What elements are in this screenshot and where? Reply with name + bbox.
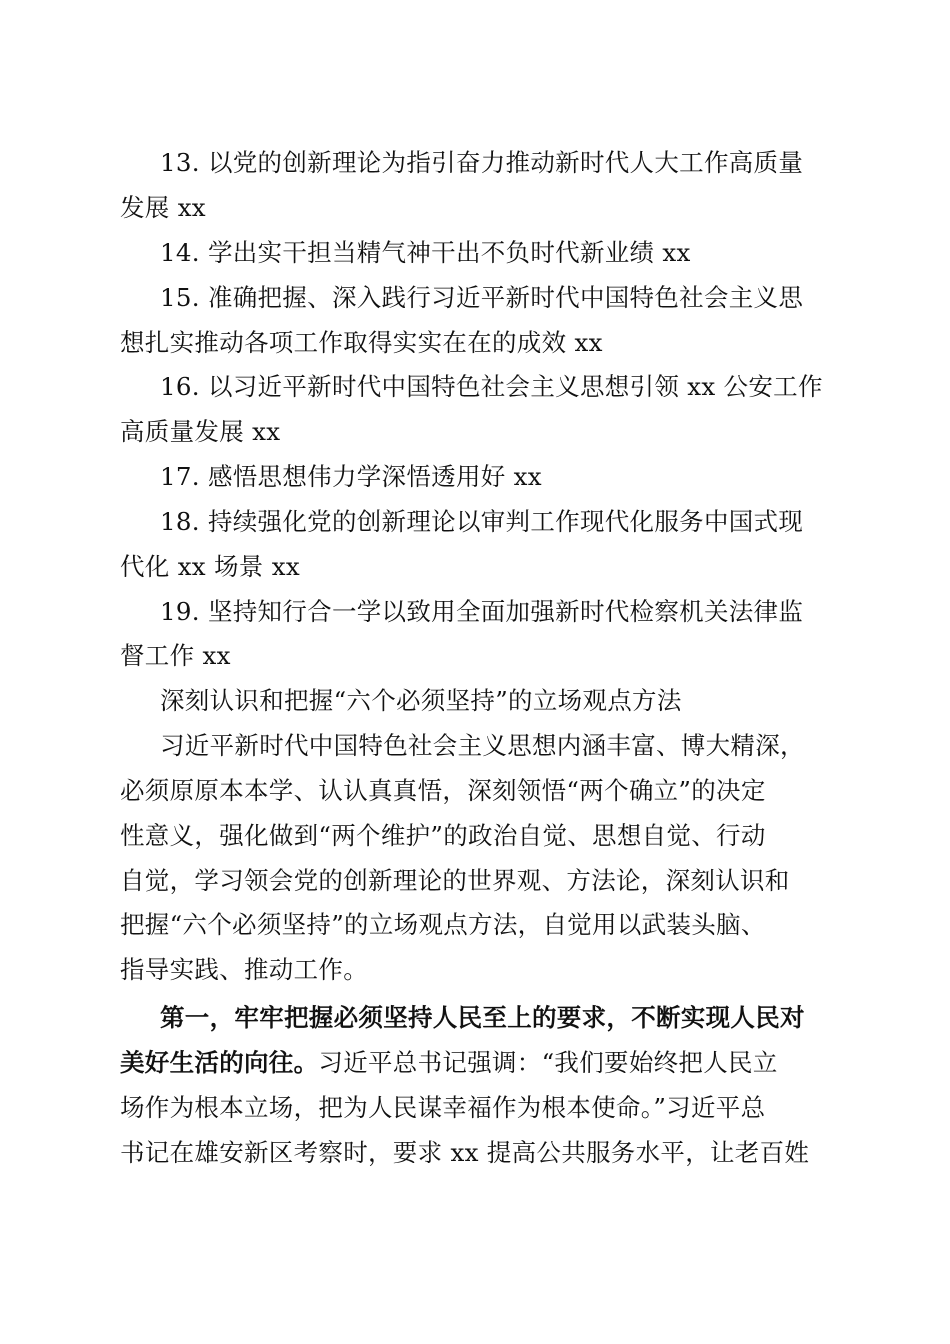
toc-item-15-line1: 15. 准确把握、深入践行习近平新时代中国特色社会主义思	[160, 283, 804, 312]
toc-item-19-line1: 19. 坚持知行合一学以致用全面加强新时代检察机关法律监	[160, 597, 804, 626]
paragraph1-line3: 性意义，强化做到“两个维护”的政治自觉、思想自觉、行动	[120, 821, 766, 850]
toc-item-18-line2: 代化 xx 场景 xx	[120, 552, 300, 581]
toc-item-13-line2: 发展 xx	[120, 193, 206, 222]
paragraph2-heading-line1: 第一，牢牢把握必须坚持人民至上的要求，不断实现人民对	[160, 1003, 805, 1032]
toc-item-15-line2: 想扎实推动各项工作取得实实在在的成效 xx	[120, 328, 603, 357]
toc-item-17-line1: 17. 感悟思想伟力学深悟透用好 xx	[160, 462, 542, 491]
paragraph1-line1: 习近平新时代中国特色社会主义思想内涵丰富、博大精深，	[160, 731, 805, 760]
paragraph1-line5: 把握“六个必须坚持”的立场观点方法，自觉用以武装头脑、	[120, 910, 766, 939]
toc-item-13-line1: 13. 以党的创新理论为指引奋力推动新时代人大工作高质量	[160, 148, 804, 177]
toc-item-16-line2: 高质量发展 xx	[120, 417, 281, 446]
article-title: 深刻认识和把握“六个必须坚持”的立场观点方法	[160, 686, 682, 715]
toc-item-18-line1: 18. 持续强化党的创新理论以审判工作现代化服务中国式现	[160, 507, 804, 536]
paragraph2-line4: 书记在雄安新区考察时，要求 xx 提高公共服务水平，让老百姓	[120, 1138, 810, 1167]
paragraph1-line6: 指导实践、推动工作。	[120, 955, 368, 984]
toc-item-19-line2: 督工作 xx	[120, 641, 231, 670]
paragraph2-heading-line2: 美好生活的向往。	[120, 1048, 319, 1077]
paragraph2-line2	[0, 1048, 950, 1078]
paragraph2-line3: 场作为根本立场，把为人民谋幸福作为根本使命。”习近平总	[120, 1093, 766, 1122]
paragraph2-line2-rest: 习近平总书记强调：“我们要始终把人民立	[318, 1048, 778, 1077]
paragraph1-line2: 必须原原本本学、认认真真悟，深刻领悟“两个确立”的决定	[120, 776, 766, 805]
toc-item-14-line1: 14. 学出实干担当精气神干出不负时代新业绩 xx	[160, 238, 691, 267]
paragraph1-line4: 自觉，学习领会党的创新理论的世界观、方法论，深刻认识和	[120, 866, 790, 895]
toc-item-16-line1: 16. 以习近平新时代中国特色社会主义思想引领 xx 公安工作	[160, 372, 823, 401]
